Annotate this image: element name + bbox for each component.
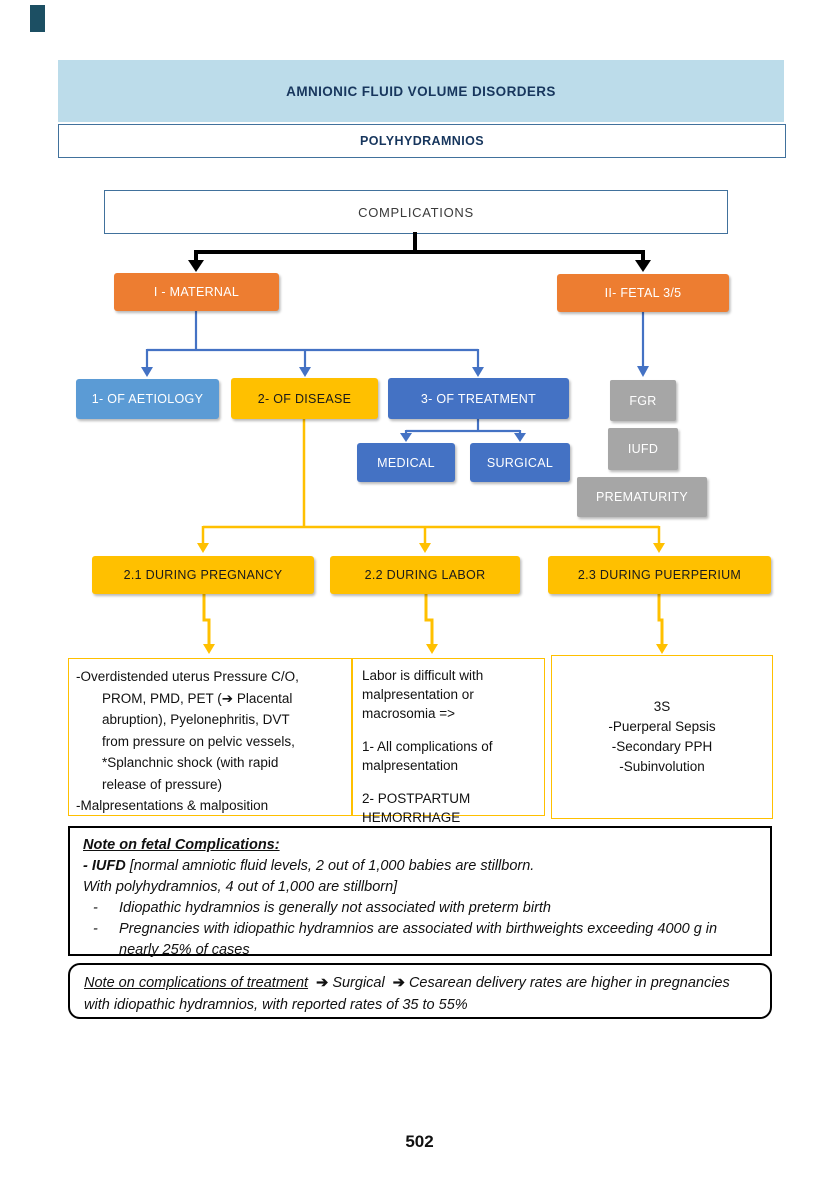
node-prematurity: PREMATURITY bbox=[577, 477, 707, 517]
node-of-treatment: 3- OF TREATMENT bbox=[388, 378, 569, 419]
detail-line: abruption), Pyelonephritis, DVT bbox=[102, 712, 290, 727]
iufd-text: [normal amniotic fluid levels, 2 out of 1,000 babies are stillborn. bbox=[125, 858, 535, 875]
note-surgical: Surgical bbox=[332, 975, 385, 991]
note-fetal-complications bbox=[68, 826, 772, 959]
detail-line: -Malpresentations & malposition bbox=[76, 798, 269, 813]
detail-line: from pressure on pelvic vessels, bbox=[102, 733, 295, 749]
note-treatment-complications bbox=[68, 963, 772, 1019]
node-complications: COMPLICATIONS bbox=[104, 190, 728, 234]
detail-box-puerperium bbox=[551, 655, 773, 819]
node-of-disease: 2- OF DISEASE bbox=[231, 378, 378, 419]
node-fgr: FGR bbox=[610, 380, 676, 421]
detail-line: -Secondary PPH bbox=[611, 739, 713, 754]
detail-box-pregnancy bbox=[68, 658, 352, 816]
node-iufd: IUFD bbox=[608, 428, 678, 470]
iufd-label: - IUFD bbox=[83, 858, 126, 875]
right-arrow-icon: ➔ bbox=[316, 975, 329, 991]
note-line bbox=[83, 856, 757, 877]
node-maternal: I - MATERNAL bbox=[114, 273, 279, 311]
detail-line: release of pressure) bbox=[102, 776, 223, 792]
note-heading: Note on fetal Complications: bbox=[83, 837, 280, 853]
node-fetal: II- FETAL 3/5 bbox=[557, 274, 729, 312]
page-title: AMNIONIC FLUID VOLUME DISORDERS bbox=[286, 83, 556, 99]
bullet-text: Idiopathic hydramnios is generally not associated with preterm birth bbox=[119, 900, 551, 917]
header-band bbox=[58, 60, 784, 122]
detail-paragraph: 1- All complications of malpresentation bbox=[362, 739, 493, 773]
note-text: Cesarean delivery rates are higher in pregnancies with idiopathic hydramnios, with reported rates of 35 to 55% bbox=[84, 975, 730, 1013]
detail-line: -Puerperal Sepsis bbox=[608, 719, 716, 734]
detail-line: *Splanchnic shock (with rapid bbox=[102, 755, 279, 770]
detail-line: -Overdistended uterus Pressure C/O, bbox=[76, 669, 299, 684]
bullet-marker: - bbox=[93, 900, 98, 917]
node-during-pregnancy: 2.1 DURING PREGNANCY bbox=[92, 556, 314, 594]
note-bullet bbox=[83, 919, 757, 961]
page-number: 502 bbox=[405, 1132, 434, 1151]
note-bullet bbox=[83, 898, 757, 919]
right-arrow-icon: ➔ bbox=[392, 975, 405, 991]
detail-line: 3S bbox=[653, 699, 671, 714]
page-corner-mark bbox=[30, 5, 45, 32]
detail-line: PROM, PMD, PET (➔ Placental bbox=[102, 690, 293, 706]
page-subtitle: POLYHYDRAMNIOS bbox=[360, 134, 484, 148]
detail-paragraph: 2- POSTPARTUM HEMORRHAGE bbox=[362, 791, 471, 825]
detail-line: -Subinvolution bbox=[619, 759, 705, 774]
detail-box-labor bbox=[352, 658, 545, 825]
detail-paragraph: Labor is difficult with malpresentation or macrosomia => bbox=[362, 668, 484, 721]
bullet-marker: - bbox=[93, 921, 98, 938]
node-during-labor: 2.2 DURING LABOR bbox=[330, 556, 520, 594]
node-surgical: SURGICAL bbox=[470, 443, 570, 482]
node-of-aetiology: 1- OF AETIOLOGY bbox=[76, 379, 219, 419]
node-medical: MEDICAL bbox=[357, 443, 455, 482]
node-during-puerperium: 2.3 DURING PUERPERIUM bbox=[548, 556, 771, 594]
subtitle-box bbox=[58, 124, 786, 158]
note-heading: Note on complications of treatment bbox=[84, 975, 309, 991]
bullet-text: Pregnancies with idiopathic hydramnios are associated with birthweights exceeding 4000 g in nearly 25% of cases bbox=[119, 921, 718, 959]
note-line: With polyhydramnios, 4 out of 1,000 are stillborn] bbox=[83, 879, 398, 896]
